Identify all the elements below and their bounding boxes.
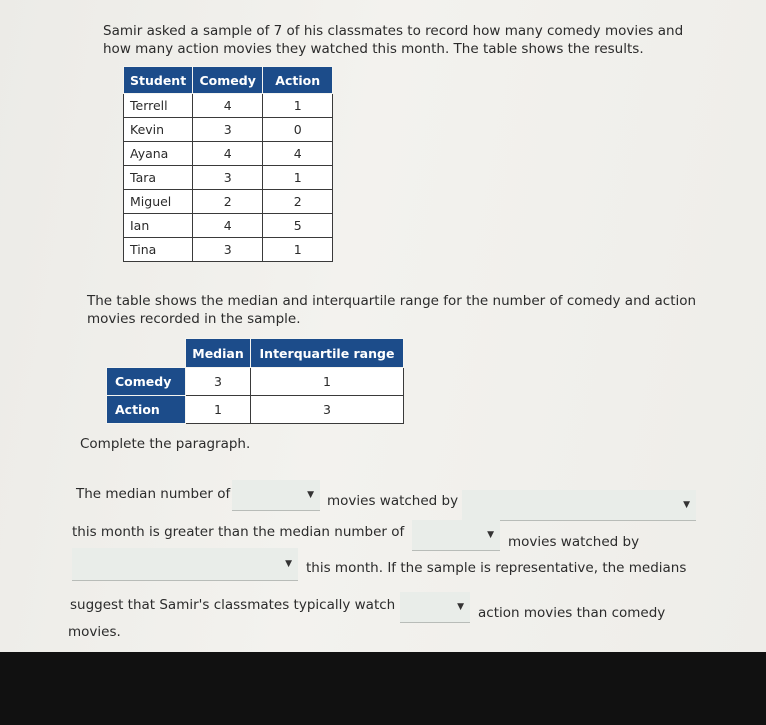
comedy-count: 3 [193,238,263,262]
header-comedy: Comedy [193,67,263,94]
chevron-down-icon: ▼ [487,530,494,540]
summary-corner [107,339,186,368]
dropdown-1[interactable] [232,480,320,511]
results-header-row [124,67,333,94]
paragraph-text-7: action movies than comedy [478,605,666,621]
comedy-iqr: 1 [251,368,404,396]
student-name: Kevin [124,118,193,142]
table-row [124,118,333,142]
dropdown-3[interactable] [412,520,500,551]
table-row [124,214,333,238]
action-count: 4 [263,142,333,166]
table-row [124,238,333,262]
summary-row-comedy [107,368,404,396]
intro-text: Samir asked a sample of 7 of his classmates to record how many comedy movies and how many action movies they watched this month. The table shows the results. [103,23,684,57]
summary-description: The table shows the median and interquartile range for the number of comedy and action movies recorded in the sample. [87,293,697,327]
comedy-count: 4 [193,214,263,238]
paragraph-text-3: this month is greater than the median number of [72,524,405,540]
table-row [124,94,333,118]
comedy-median: 3 [186,368,251,396]
header-student: Student [124,67,193,94]
table-row [124,190,333,214]
student-name: Terrell [124,94,193,118]
action-iqr: 3 [251,396,404,424]
table-row [124,142,333,166]
summary-table [106,338,404,424]
action-count: 1 [263,94,333,118]
student-name: Ayana [124,142,193,166]
action-count: 0 [263,118,333,142]
student-name: Tara [124,166,193,190]
action-count: 2 [263,190,333,214]
paragraph-text-5: this month. If the sample is representative, the medians [306,560,687,576]
chevron-down-icon: ▼ [285,559,292,569]
action-median: 1 [186,396,251,424]
paragraph-text-8: movies. [68,624,121,640]
comedy-count: 2 [193,190,263,214]
action-count: 1 [263,238,333,262]
header-action: Action [263,67,333,94]
chevron-down-icon: ▼ [683,500,690,510]
dropdown-2[interactable] [462,490,696,521]
row-label-action: Action [107,396,186,424]
table-row [124,166,333,190]
student-name: Tina [124,238,193,262]
results-table [123,66,333,262]
screen-bezel [0,652,766,725]
comedy-count: 3 [193,118,263,142]
header-median: Median [186,339,251,368]
action-count: 1 [263,166,333,190]
comedy-count: 4 [193,94,263,118]
comedy-count: 3 [193,166,263,190]
student-name: Miguel [124,190,193,214]
paragraph-text-6: suggest that Samir's classmates typically watch [70,597,396,613]
action-count: 5 [263,214,333,238]
paragraph-text-4: movies watched by [508,534,640,550]
row-label-comedy: Comedy [107,368,186,396]
summary-row-action [107,396,404,424]
comedy-count: 4 [193,142,263,166]
header-iqr: Interquartile range [251,339,404,368]
chevron-down-icon: ▼ [307,490,314,500]
dropdown-5[interactable] [400,592,470,623]
chevron-down-icon: ▼ [457,602,464,612]
summary-header-row [107,339,404,368]
dropdown-4[interactable] [72,548,298,581]
student-name: Ian [124,214,193,238]
instruction-text: Complete the paragraph. [80,436,251,452]
paragraph-text-1: The median number of [76,486,231,502]
paragraph-text-2: movies watched by [327,493,459,509]
